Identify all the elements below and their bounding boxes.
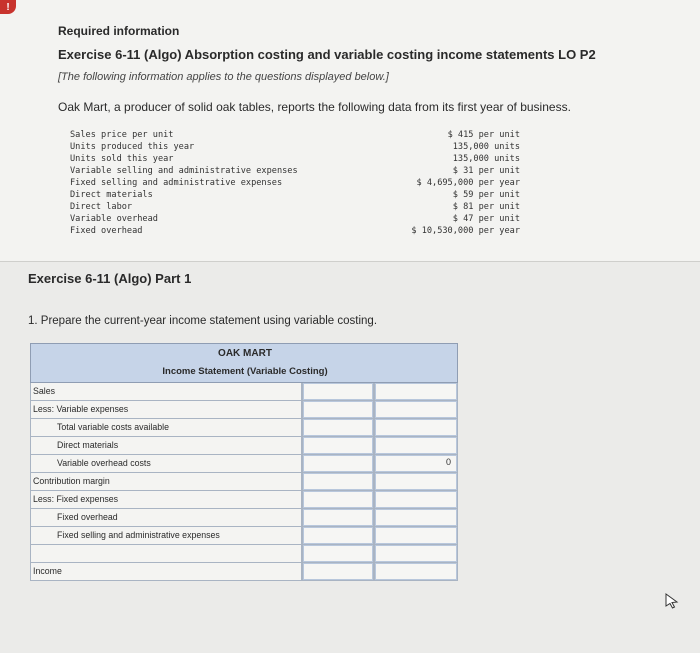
row-label[interactable]: Variable overhead costs [30, 455, 302, 473]
data-row [70, 189, 520, 201]
amount-input[interactable] [302, 491, 374, 509]
row-label[interactable]: Income [30, 563, 302, 581]
statement-row [30, 473, 458, 491]
data-row [70, 213, 520, 225]
amount-input[interactable] [302, 545, 374, 563]
total-input[interactable] [374, 383, 458, 401]
amount-input[interactable] [302, 527, 374, 545]
mouse-cursor-icon [664, 593, 680, 609]
required-info-heading: Required information [58, 24, 180, 38]
amount-input[interactable] [302, 473, 374, 491]
total-input[interactable] [374, 473, 458, 491]
row-label[interactable]: Less: Fixed expenses [30, 491, 302, 509]
statement-row [30, 491, 458, 509]
income-statement-form [30, 343, 458, 583]
data-row [70, 129, 520, 141]
statement-row [30, 401, 458, 419]
total-value: 0 [445, 457, 451, 467]
part-title: Exercise 6-11 (Algo) Part 1 [28, 271, 192, 286]
total-input[interactable] [374, 419, 458, 437]
amount-input[interactable] [302, 563, 374, 581]
total-input[interactable] [374, 527, 458, 545]
data-label: Variable overhead [70, 214, 158, 224]
total-input[interactable] [374, 545, 458, 563]
alert-icon [0, 0, 16, 14]
amount-input[interactable] [302, 419, 374, 437]
question-text: 1. Prepare the current-year income statement using variable costing. [28, 315, 378, 327]
data-value: $ 415 per unit [447, 130, 520, 140]
instructions-note: [The following information applies to the questions displayed below.] [58, 71, 389, 83]
data-value: 135,000 units [452, 154, 520, 164]
data-row [70, 153, 520, 165]
data-row [70, 141, 520, 153]
data-table [70, 129, 520, 237]
data-label: Fixed overhead [70, 226, 143, 236]
total-input[interactable] [374, 563, 458, 581]
data-value: 135,000 units [452, 142, 520, 152]
data-row [70, 177, 520, 189]
data-row [70, 201, 520, 213]
row-label[interactable]: Total variable costs available [30, 419, 302, 437]
company-name: OAK MART [218, 348, 272, 359]
data-label: Direct materials [70, 190, 153, 200]
total-input[interactable] [374, 491, 458, 509]
data-value: $ 59 per unit [452, 190, 520, 200]
exercise-title: Exercise 6-11 (Algo) Absorption costing and variable costing income statements LO P2 [58, 47, 596, 62]
row-label[interactable]: Contribution margin [30, 473, 302, 491]
statement-row [30, 437, 458, 455]
data-label: Sales price per unit [70, 130, 174, 140]
statement-row [30, 455, 458, 473]
intro-text: Oak Mart, a producer of solid oak tables, reports the following data from its first year of business. [58, 100, 571, 114]
statement-header [30, 343, 458, 383]
amount-input[interactable] [302, 455, 374, 473]
data-value: $ 10,530,000 per year [411, 226, 520, 236]
statement-row [30, 419, 458, 437]
amount-input[interactable] [302, 401, 374, 419]
row-label[interactable]: Sales [30, 383, 302, 401]
data-row [70, 225, 520, 237]
amount-input[interactable] [302, 437, 374, 455]
statement-row [30, 527, 458, 545]
total-input[interactable] [374, 509, 458, 527]
statement-title: Income Statement (Variable Costing) [162, 366, 328, 377]
data-value: $ 81 per unit [452, 202, 520, 212]
total-input[interactable] [374, 401, 458, 419]
statement-row [30, 563, 458, 581]
statement-row [30, 383, 458, 401]
problem-info-panel [0, 0, 700, 262]
statement-row [30, 545, 458, 563]
data-label: Units sold this year [70, 154, 174, 164]
statement-row [30, 509, 458, 527]
total-input[interactable] [374, 455, 458, 473]
total-input[interactable] [374, 437, 458, 455]
amount-input[interactable] [302, 383, 374, 401]
data-label: Variable selling and administrative expenses [70, 166, 298, 176]
data-row [70, 165, 520, 177]
data-label: Units produced this year [70, 142, 195, 152]
row-label[interactable]: Less: Variable expenses [30, 401, 302, 419]
data-value: $ 4,695,000 per year [416, 178, 520, 188]
data-value: $ 31 per unit [452, 166, 520, 176]
row-label[interactable]: Fixed selling and administrative expenses [30, 527, 302, 545]
amount-input[interactable] [302, 509, 374, 527]
data-label: Fixed selling and administrative expenses [70, 178, 283, 188]
data-label: Direct labor [70, 202, 133, 212]
row-label[interactable]: Direct materials [30, 437, 302, 455]
row-label[interactable]: Fixed overhead [30, 509, 302, 527]
row-label[interactable] [30, 545, 302, 563]
data-value: $ 47 per unit [452, 214, 520, 224]
alert-glyph: ! [6, 1, 10, 13]
